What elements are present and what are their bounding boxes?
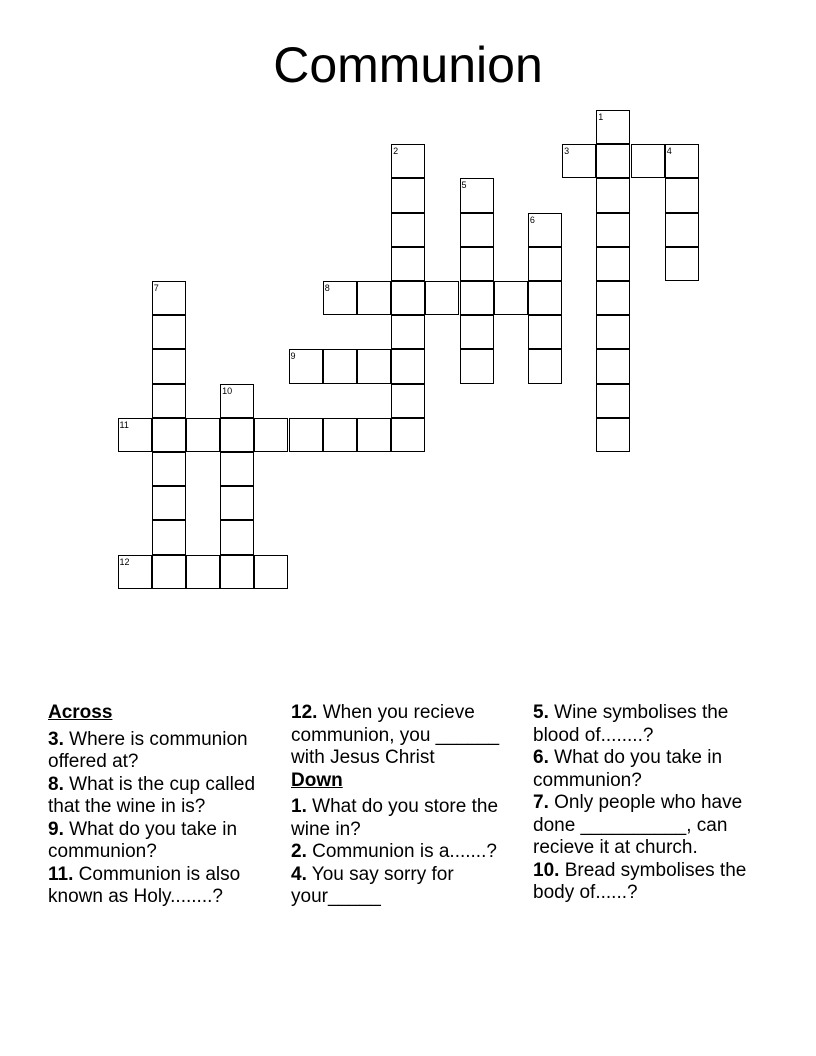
grid-cell[interactable] [391, 349, 425, 383]
clue-number: 7. [533, 792, 549, 813]
clues-column-1 [48, 702, 284, 909]
grid-cell[interactable] [631, 144, 665, 178]
clue-text: What do you take in communion? [533, 747, 723, 791]
grid-cell[interactable] [596, 213, 630, 247]
grid-cell[interactable] [391, 213, 425, 247]
clues-column-2 [291, 702, 527, 909]
grid-cell[interactable] [220, 486, 254, 520]
clue-text: You say sorry for your_____ [291, 863, 454, 907]
cell-number: 8 [324, 283, 330, 293]
down-heading: Down [291, 769, 343, 791]
clues-column-3 [533, 702, 769, 905]
grid-cell[interactable] [391, 144, 425, 178]
clue-across-12 [291, 702, 527, 770]
grid-cell[interactable] [152, 315, 186, 349]
clue-down-1 [291, 796, 527, 841]
grid-cell[interactable] [323, 349, 357, 383]
cell-number: 9 [290, 351, 296, 362]
cell-number: 3 [564, 146, 570, 157]
clue-number: 8. [48, 773, 64, 795]
clue-down-10 [533, 860, 769, 905]
grid-cell[interactable] [596, 349, 630, 383]
clue-across-3 [48, 729, 284, 774]
clue-number: 4. [291, 863, 307, 885]
clue-number: 5. [533, 702, 549, 723]
clue-number: 1. [291, 796, 307, 817]
cell-number: 2 [393, 146, 399, 157]
clue-down-7 [533, 792, 769, 860]
clue-down-6 [533, 747, 769, 792]
across-heading: Across [48, 702, 113, 723]
clue-text: Only people who have done __________, can recieve it at church. [533, 792, 743, 858]
clue-text: What do you take in communion? [48, 818, 238, 862]
grid-cell[interactable] [152, 418, 186, 452]
clue-number: 2. [291, 841, 307, 862]
grid-cell[interactable] [152, 281, 186, 315]
clue-text: What is the cup called that the wine in is? [48, 773, 256, 817]
grid-cell[interactable] [220, 520, 254, 554]
clue-across-9 [48, 819, 284, 864]
grid-cell[interactable] [357, 418, 391, 452]
grid-cell[interactable] [665, 247, 699, 281]
clue-text: Communion is also known as Holy........? [48, 863, 241, 907]
grid-cell[interactable] [391, 281, 425, 315]
clue-number: 12. [291, 702, 318, 723]
grid-cell[interactable] [220, 418, 254, 452]
cell-number: 5 [461, 180, 467, 191]
cell-number: 1 [598, 112, 604, 122]
grid-cell[interactable] [562, 144, 596, 178]
grid-cell[interactable] [425, 281, 459, 315]
grid-cell[interactable] [528, 213, 562, 247]
grid-cell[interactable] [391, 384, 425, 418]
grid-cell[interactable] [528, 349, 562, 383]
grid-cell[interactable] [220, 452, 254, 486]
grid-cell[interactable] [528, 247, 562, 281]
grid-cell[interactable] [596, 281, 630, 315]
cell-number: 10 [222, 385, 233, 396]
clue-across-8 [48, 774, 284, 819]
grid-cell[interactable] [596, 418, 630, 452]
grid-cell[interactable] [596, 144, 630, 178]
clue-number: 9. [48, 818, 64, 840]
clue-text: Communion is a.......? [306, 841, 497, 862]
cell-number: 12 [119, 556, 130, 567]
grid-cell[interactable] [596, 315, 630, 349]
grid-cell[interactable] [528, 281, 562, 315]
grid-cell[interactable] [152, 349, 186, 383]
grid-cell[interactable] [152, 520, 186, 554]
grid-cell[interactable] [391, 418, 425, 452]
grid-cell[interactable] [665, 144, 699, 178]
clue-text: Wine symbolises the blood of........? [533, 702, 729, 746]
grid-cell[interactable] [254, 418, 288, 452]
clue-down-2 [291, 841, 527, 864]
cell-number: 7 [153, 283, 159, 293]
grid-cell[interactable] [152, 555, 186, 589]
grid-cell[interactable] [152, 486, 186, 520]
grid-cell[interactable] [460, 349, 494, 383]
clue-across-11 [48, 864, 284, 909]
grid-cell[interactable] [220, 384, 254, 418]
clue-number: 6. [533, 747, 549, 768]
grid-cell[interactable] [289, 418, 323, 452]
cell-number: 6 [529, 214, 535, 225]
grid-cell[interactable] [460, 247, 494, 281]
clue-number: 3. [48, 728, 64, 750]
clue-text: Where is communion offered at? [48, 728, 248, 772]
clue-text: When you recieve communion, you ______ with Jesus Christ [291, 702, 500, 768]
grid-cell[interactable] [596, 178, 630, 212]
grid-cell[interactable] [391, 178, 425, 212]
clue-text: What do you store the wine in? [291, 796, 499, 840]
grid-cell[interactable] [220, 555, 254, 589]
grid-cell[interactable] [289, 349, 323, 383]
grid-cell[interactable] [665, 178, 699, 212]
grid-cell[interactable] [665, 213, 699, 247]
clue-number: 10. [533, 859, 560, 881]
grid-cell[interactable] [357, 349, 391, 383]
grid-cell[interactable] [460, 281, 494, 315]
grid-cell[interactable] [323, 281, 357, 315]
grid-cell[interactable] [596, 384, 630, 418]
clue-number: 11. [48, 863, 74, 885]
grid-cell[interactable] [460, 315, 494, 349]
grid-cell[interactable] [460, 178, 494, 212]
grid-cell[interactable] [391, 315, 425, 349]
cell-number: 4 [666, 146, 672, 157]
grid-cell[interactable] [323, 418, 357, 452]
grid-cell[interactable] [118, 418, 152, 452]
clue-down-5 [533, 702, 769, 747]
grid-cell[interactable] [357, 281, 391, 315]
grid-cell[interactable] [494, 281, 528, 315]
clue-down-4 [291, 864, 527, 909]
grid-cell[interactable] [152, 452, 186, 486]
grid-cell[interactable] [254, 555, 288, 589]
clue-text: Bread symbolises the body of......? [533, 859, 747, 903]
grid-cell[interactable] [391, 247, 425, 281]
page-title: Communion [273, 37, 543, 93]
grid-cell[interactable] [528, 315, 562, 349]
grid-cell[interactable] [460, 213, 494, 247]
cell-number: 11 [119, 419, 129, 430]
grid-cell[interactable] [186, 555, 220, 589]
grid-cell[interactable] [118, 555, 152, 589]
grid-cell[interactable] [596, 110, 630, 144]
grid-cell[interactable] [186, 418, 220, 452]
grid-cell[interactable] [596, 247, 630, 281]
grid-cell[interactable] [152, 384, 186, 418]
